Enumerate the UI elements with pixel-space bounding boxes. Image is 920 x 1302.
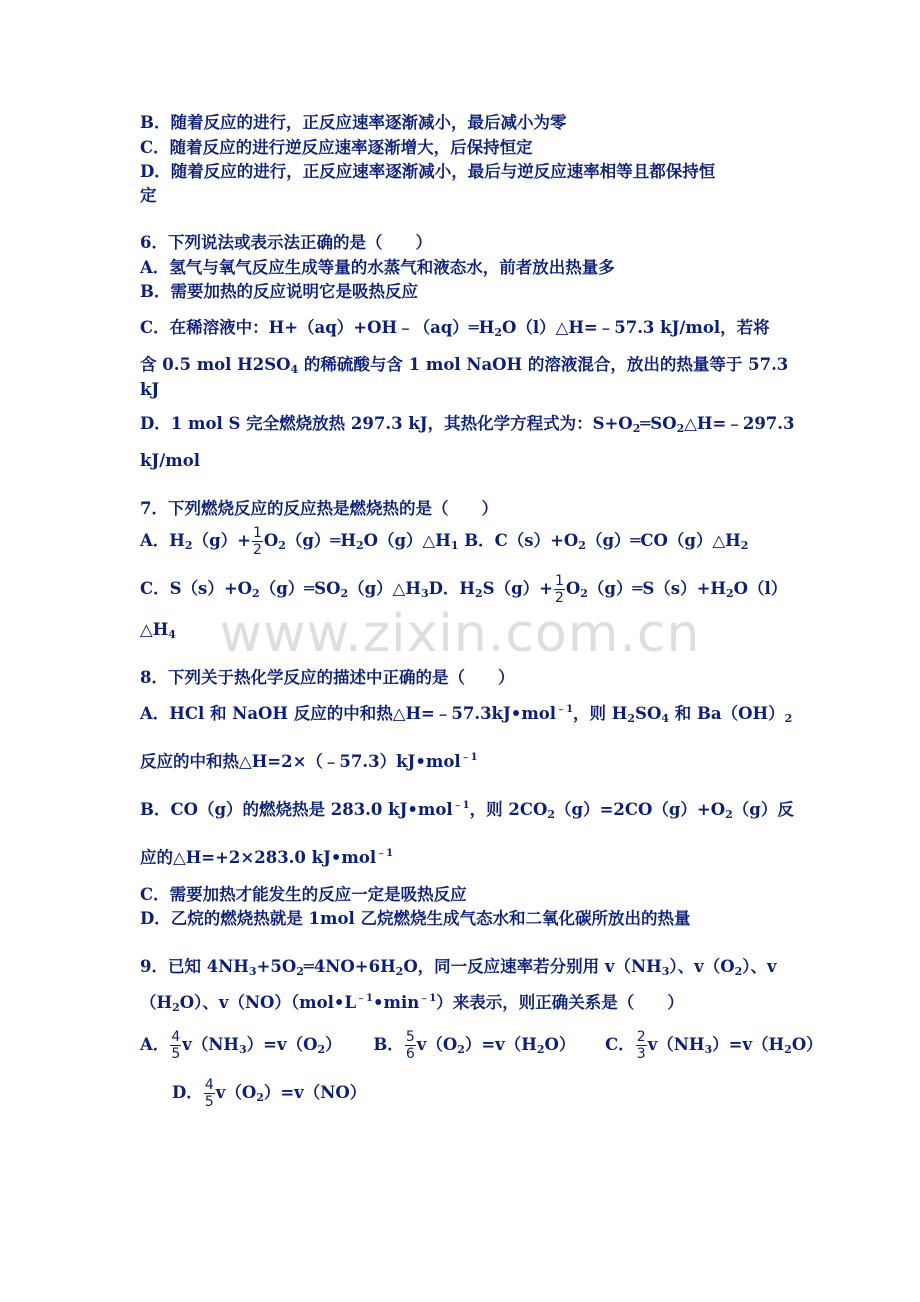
q8-option-b-line2: 应的△H=+2×283.0 kJ•mol$^{﹣1}$ [140,848,394,867]
q7-options-cd: C．$S(s)+O_2(g)═SO_2(g)\triangle H_3D$．$H_2S(g)+$ $\frac{1}{2}$ $O_2(g)═S(s)+H_2O(l)$ [140,573,788,606]
q6-option-b: B．需要加热的反应说明它是吸热反应 [140,282,418,301]
q5-option-c: C．随着反应的进行逆反应速率逐渐增大，后保持恒定 [140,138,533,157]
q6-option-c-line3: kJ [140,380,160,399]
q9-stem-line1: 9．已知 $4NH_3+5O_2═4NO+6H_2O$，同一反应速率若分别用 $v(NH_3)$、$v(O_2)$、v [140,957,777,978]
q6-option-c-line1: C．在稀溶液中：$H+(aq)+OH﹣(aq)═H_2O(l)\triangle H=﹣57.3$ kJ/mol，若将 [140,318,770,339]
fraction-one-half: $\frac{1}{2}$ [252,525,262,558]
q7-options-ab: A．$H_2(g)+$ $\frac{1}{2}$ $O_2(g)═H_2O(g)\triangle H_1$ B．$C(s)+O_2(g)═CO(g)\triangle H_2$ [140,525,749,558]
fraction-one-half: $\frac{1}{2}$ [554,573,564,606]
q5-option-d-continued: 定 [140,186,157,205]
q6-option-d-line1: D．1 mol S 完全燃烧放热 297.3 kJ，其热化学方程式为：$S+O_2═SO_2\triangle H=﹣297.3$ [140,414,795,435]
fraction-four-fifths: $\frac{4}{5}$ [171,1029,181,1062]
q8-option-a-line2: 反应的中和热△H=2×（﹣57.3）kJ•mol$^{﹣1}$ [140,752,478,771]
q5-option-b: B．随着反应的进行，正反应速率逐渐减小，最后减小为零 [140,113,567,132]
q8-option-c: C．需要加热才能发生的反应一定是吸热反应 [140,885,467,904]
q8-option-d: D．乙烷的燃烧热就是 1mol 乙烷燃烧生成气态水和二氧化碳所放出的热量 [140,909,691,928]
q9-option-d: D． $\frac{4}{5}$ $v(O_2)=v(NO)$ [172,1077,367,1110]
q6-option-a: A．氢气与氧气反应生成等量的水蒸气和液态水，前者放出热量多 [140,258,615,277]
q6-option-d-line2: kJ/mol [140,451,200,470]
q6-stem: 6．下列说法或表示法正确的是（ ） [140,233,432,252]
q9-options-abc: A． $\frac{4}{5}$ $v(NH_3)=v(O_2)$ B． $\frac{5}{6}$ $v(O_2)=v(H_2O)$ C． $\frac{2}{3}$ $v(NH_3)=v(H_2O)$ [140,1029,823,1062]
q8-stem: 8．下列关于热化学反应的描述中正确的是（ ） [140,668,515,687]
fraction-four-fifths: $\frac{4}{5}$ [204,1077,214,1110]
q5-option-d: D．随着反应的进行，正反应速率逐渐减小，最后与逆反应速率相等且都保持恒 [140,162,716,181]
q7-stem: 7．下列燃烧反应的反应热是燃烧热的是（ ） [140,499,498,518]
fraction-five-sixths: $\frac{5}{6}$ [405,1029,415,1062]
fraction-two-thirds: $\frac{2}{3}$ [636,1029,646,1062]
q8-option-a-line1: A．HCl 和 NaOH 反应的中和热△H=﹣57.3kJ•mol$^{﹣1}$，则 $H_2SO_4$ 和 $Ba(OH)_2$ [140,704,793,725]
q6-option-c-line2: 含 0.5 mol $H2SO_4$ 的稀硫酸与含 1 mol NaOH 的溶液混合，放出的热量等于 57.3 [140,355,789,376]
watermark: www.zixin.com.cn [219,604,701,664]
q9-stem-line2: $(H_2O)$、$v(NO)(mol•L^{﹣1}•\min^{﹣1})$来表示，则正确关系是（ ） [140,993,684,1014]
q8-option-b-line1: B．CO（g）的燃烧热是 283.0 kJ•mol$^{﹣1}$，则 $2CO_2(g)=2CO(g)+O_2(g)$反 [140,800,794,821]
q7-option-d-continued: $\triangle H_4$ [140,620,176,641]
